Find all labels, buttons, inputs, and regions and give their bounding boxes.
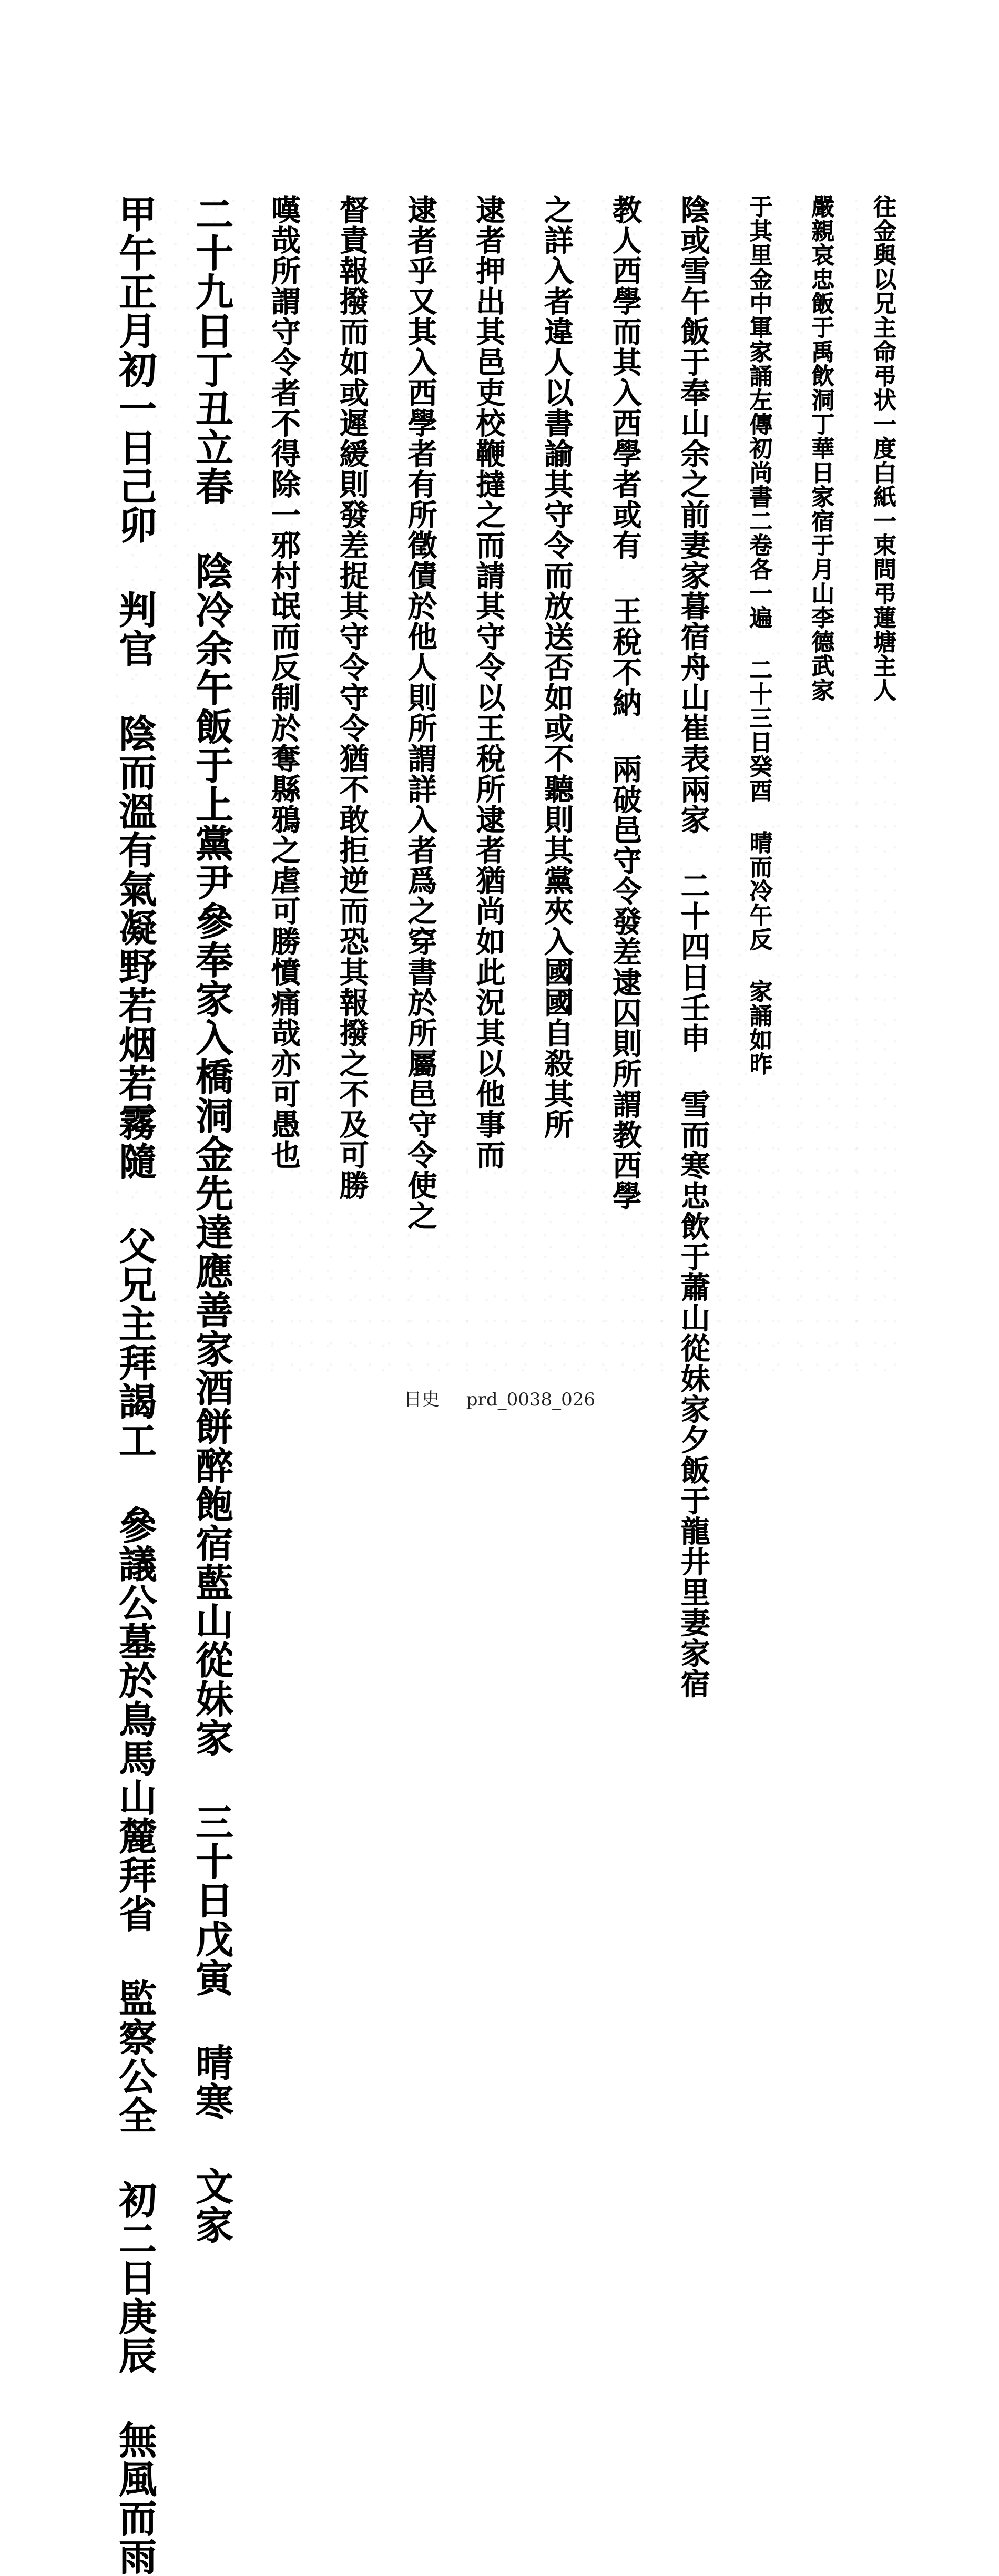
text-column-7: 逮者押出其邑吏校鞭撻之而請其守令以王稅所逮者猶尚如此況其以他事而 <box>471 194 506 1170</box>
text-column-3: 于其里金中軍家誦左傳初尚書二卷各一遍 二十三日癸酉 晴而冷午反 家誦如昨 <box>745 194 772 1076</box>
text-column-4: 陰或雪午飯于奉山余之前妻家暮宿舟山崔表兩家 二十四日壬申 雪而寒忠飲于蕭山從妹家夕飯于龍井里妻家宿 <box>676 194 711 1699</box>
text-column-2: 嚴親哀忠飯于禹飲洞丁華日家宿于月山李德武家 <box>807 194 834 702</box>
text-column-9: 督責報撥而如或遲緩則發差捉其守令守令猶不敢拒逆而恐其報撥之不及可勝 <box>334 194 370 1200</box>
text-column-5: 教人西學而其入西學者或有 王稅不納 兩破邑守令發差逮囚則所謂教西學 <box>607 194 643 1211</box>
text-column-12: 甲午正月初一日己卯 判官 陰而溫有氣凝野若烟若霧隨 父兄主拜謁工 參議公墓於鳥馬山麓拜省 監察公全 初二日庚辰 無風而雨 <box>113 194 157 2576</box>
text-column-11: 二十九日丁丑立春 陰冷余午飯于上黨尹參奉家入橋洞金先達應善家酒餅醉飽宿藍山從妹家 三十日戊寅 晴寒 文家 <box>189 194 234 2244</box>
text-column-1: 往金與以兄主命弔状一度白紙一束問弔蓮塘主人 <box>869 194 896 702</box>
page-footer <box>0 1385 999 1411</box>
footer-series-title: 日史 <box>403 1389 440 1410</box>
text-column-6: 之詳入者違人以書諭其守令而放送否如或不聽則其黨夾入國國自殺其所 <box>539 194 574 1140</box>
text-column-10: 嘆哉所謂守令者不得除一邪村氓而反制於奪縣鴉之虐可勝憤痛哉亦可愚也 <box>266 194 301 1170</box>
footer-page-code: prd_0038_026 <box>466 1389 596 1410</box>
text-column-8: 逮者乎又其入西學者有所徵債於他人則所謂詳入者爲之穿書於所屬邑守令使之 <box>403 194 438 1231</box>
